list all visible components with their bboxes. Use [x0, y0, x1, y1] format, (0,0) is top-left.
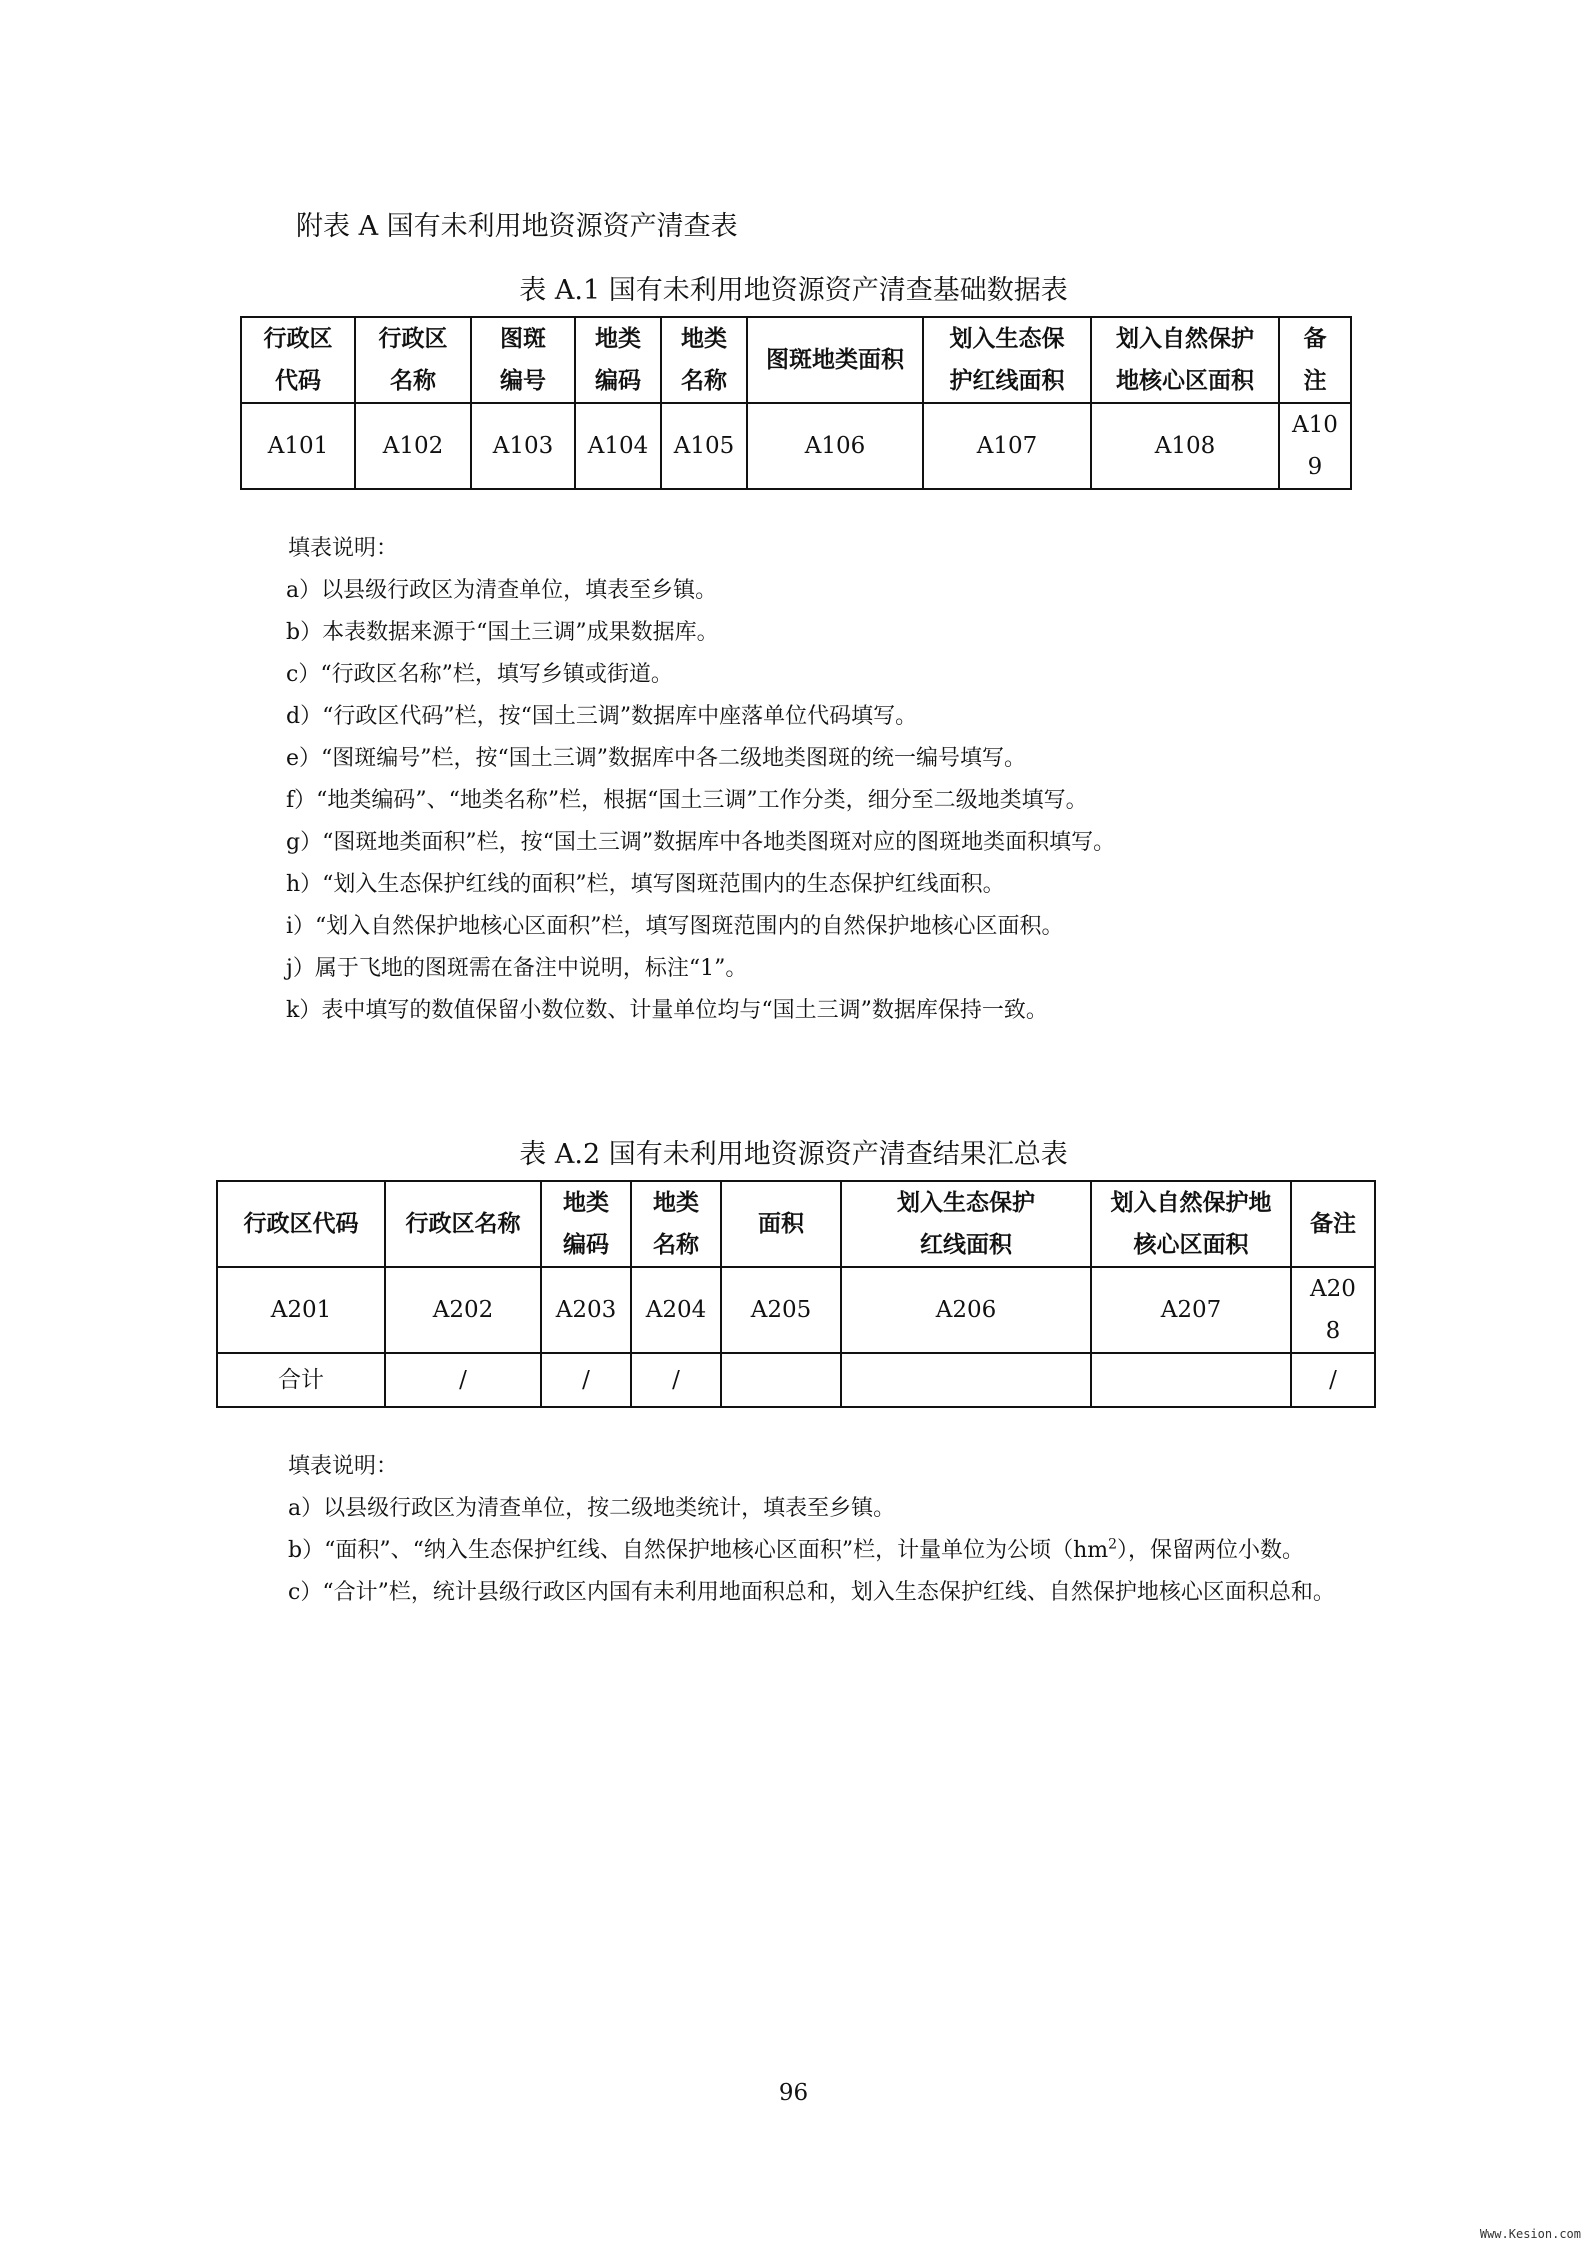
table-a2-header-row: [217, 1181, 1375, 1267]
note-item: a）以县级行政区为清查单位，填表至乡镇。: [286, 578, 718, 603]
note-item: h）“划入生态保护红线的面积”栏，填写图斑范围内的生态保护红线面积。: [286, 872, 1005, 897]
table-cell: A103: [471, 403, 575, 489]
table-cell: A204: [631, 1267, 721, 1353]
header-cell: 地类 编码: [541, 1181, 631, 1267]
note-item: g）“图斑地类面积”栏，按“国土三调”数据库中各地类图斑对应的图斑地类面积填写。: [286, 830, 1116, 855]
table-cell: A102: [355, 403, 471, 489]
table-cell: 合计: [217, 1353, 385, 1407]
note-item: c）“合计”栏，统计县级行政区内国有未利用地面积总和，划入生态保护红线、自然保护地核心区面积总和。: [288, 1580, 1335, 1605]
note-item: b）本表数据来源于“国土三调”成果数据库。: [286, 620, 719, 645]
header-cell: 划入生态保护 红线面积: [841, 1181, 1091, 1267]
header-cell: 图斑 编号: [471, 317, 575, 403]
note-item: f）“地类编码”、“地类名称”栏，根据“国土三调”工作分类，细分至二级地类填写。: [286, 788, 1088, 813]
table-a2-title: 表 A.2 国有未利用地资源资产清查结果汇总表: [519, 1139, 1068, 1170]
table-cell: A205: [721, 1267, 841, 1353]
table-cell: A201: [217, 1267, 385, 1353]
header-cell: 面积: [721, 1181, 841, 1267]
table-cell: /: [385, 1353, 541, 1407]
header-cell: 行政区 名称: [355, 317, 471, 403]
header-cell: 备注: [1291, 1181, 1375, 1267]
notes-heading: 填表说明：: [288, 536, 399, 561]
note-item: j）属于飞地的图斑需在备注中说明，标注“1”。: [286, 956, 748, 981]
table-row: [217, 1267, 1375, 1353]
table-cell: A206: [841, 1267, 1091, 1353]
table-cell: A106: [747, 403, 923, 489]
note-item: b）“面积”、“纳入生态保护红线、自然保护地核心区面积”栏，计量单位为公顷$(hm^2)$，保留两位小数。: [288, 1536, 1305, 1563]
note-item: e）“图斑编号”栏，按“国土三调”数据库中各二级地类图斑的统一编号填写。: [286, 746, 1027, 771]
superscript: 2: [1108, 1536, 1118, 1553]
header-cell: 地类 编码: [575, 317, 661, 403]
header-cell: 划入生态保 护红线面积: [923, 317, 1091, 403]
note-item: i）“划入自然保护地核心区面积”栏，填写图斑范围内的自然保护地核心区面积。: [286, 914, 1064, 939]
table-a1: [240, 316, 1352, 490]
table-cell: [1091, 1353, 1291, 1407]
table-row: [241, 403, 1351, 489]
header-cell: 行政区 代码: [241, 317, 355, 403]
table-cell: A105: [661, 403, 747, 489]
table-cell: A107: [923, 403, 1091, 489]
table-a1-title: 表 A.1 国有未利用地资源资产清查基础数据表: [519, 275, 1068, 306]
table-cell: /: [541, 1353, 631, 1407]
appendix-title: 附表 A 国有未利用地资源资产清查表: [296, 211, 738, 242]
table-cell: [841, 1353, 1091, 1407]
table-cell: A108: [1091, 403, 1279, 489]
note-item: d）“行政区代码”栏，按“国土三调”数据库中座落单位代码填写。: [286, 704, 918, 729]
table-cell: A203: [541, 1267, 631, 1353]
table-cell: [721, 1353, 841, 1407]
table-cell: A101: [241, 403, 355, 489]
watermark: Www.Kesion.com: [1479, 2227, 1581, 2241]
header-cell: 划入自然保护地 核心区面积: [1091, 1181, 1291, 1267]
table-a1-header-row: [241, 317, 1351, 403]
notes-heading: 填表说明：: [288, 1454, 399, 1479]
header-cell: 地类 名称: [661, 317, 747, 403]
note-item: k）表中填写的数值保留小数位数、计量单位均与“国土三调”数据库保持一致。: [286, 998, 1048, 1023]
header-cell: 地类 名称: [631, 1181, 721, 1267]
table-cell: /: [631, 1353, 721, 1407]
header-cell: 行政区名称: [385, 1181, 541, 1267]
header-cell: 备 注: [1279, 317, 1351, 403]
table-cell: A10 9: [1279, 403, 1351, 489]
header-cell: 图斑地类面积: [747, 317, 923, 403]
table-cell: A202: [385, 1267, 541, 1353]
note-item: c）“行政区名称”栏，填写乡镇或街道。: [286, 662, 673, 687]
table-total-row: [217, 1353, 1375, 1407]
table-cell: A20 8: [1291, 1267, 1375, 1353]
header-cell: 行政区代码: [217, 1181, 385, 1267]
table-cell: /: [1291, 1353, 1375, 1407]
header-cell: 划入自然保护 地核心区面积: [1091, 317, 1279, 403]
notes-a2: [240, 1446, 1350, 1614]
page-number: 96: [778, 2080, 809, 2106]
note-item: a）以县级行政区为清查单位，按二级地类统计，填表至乡镇。: [288, 1496, 896, 1521]
table-cell: A104: [575, 403, 661, 489]
notes-a1: [240, 528, 1350, 1032]
table-cell: A207: [1091, 1267, 1291, 1353]
table-a2: [216, 1180, 1376, 1408]
